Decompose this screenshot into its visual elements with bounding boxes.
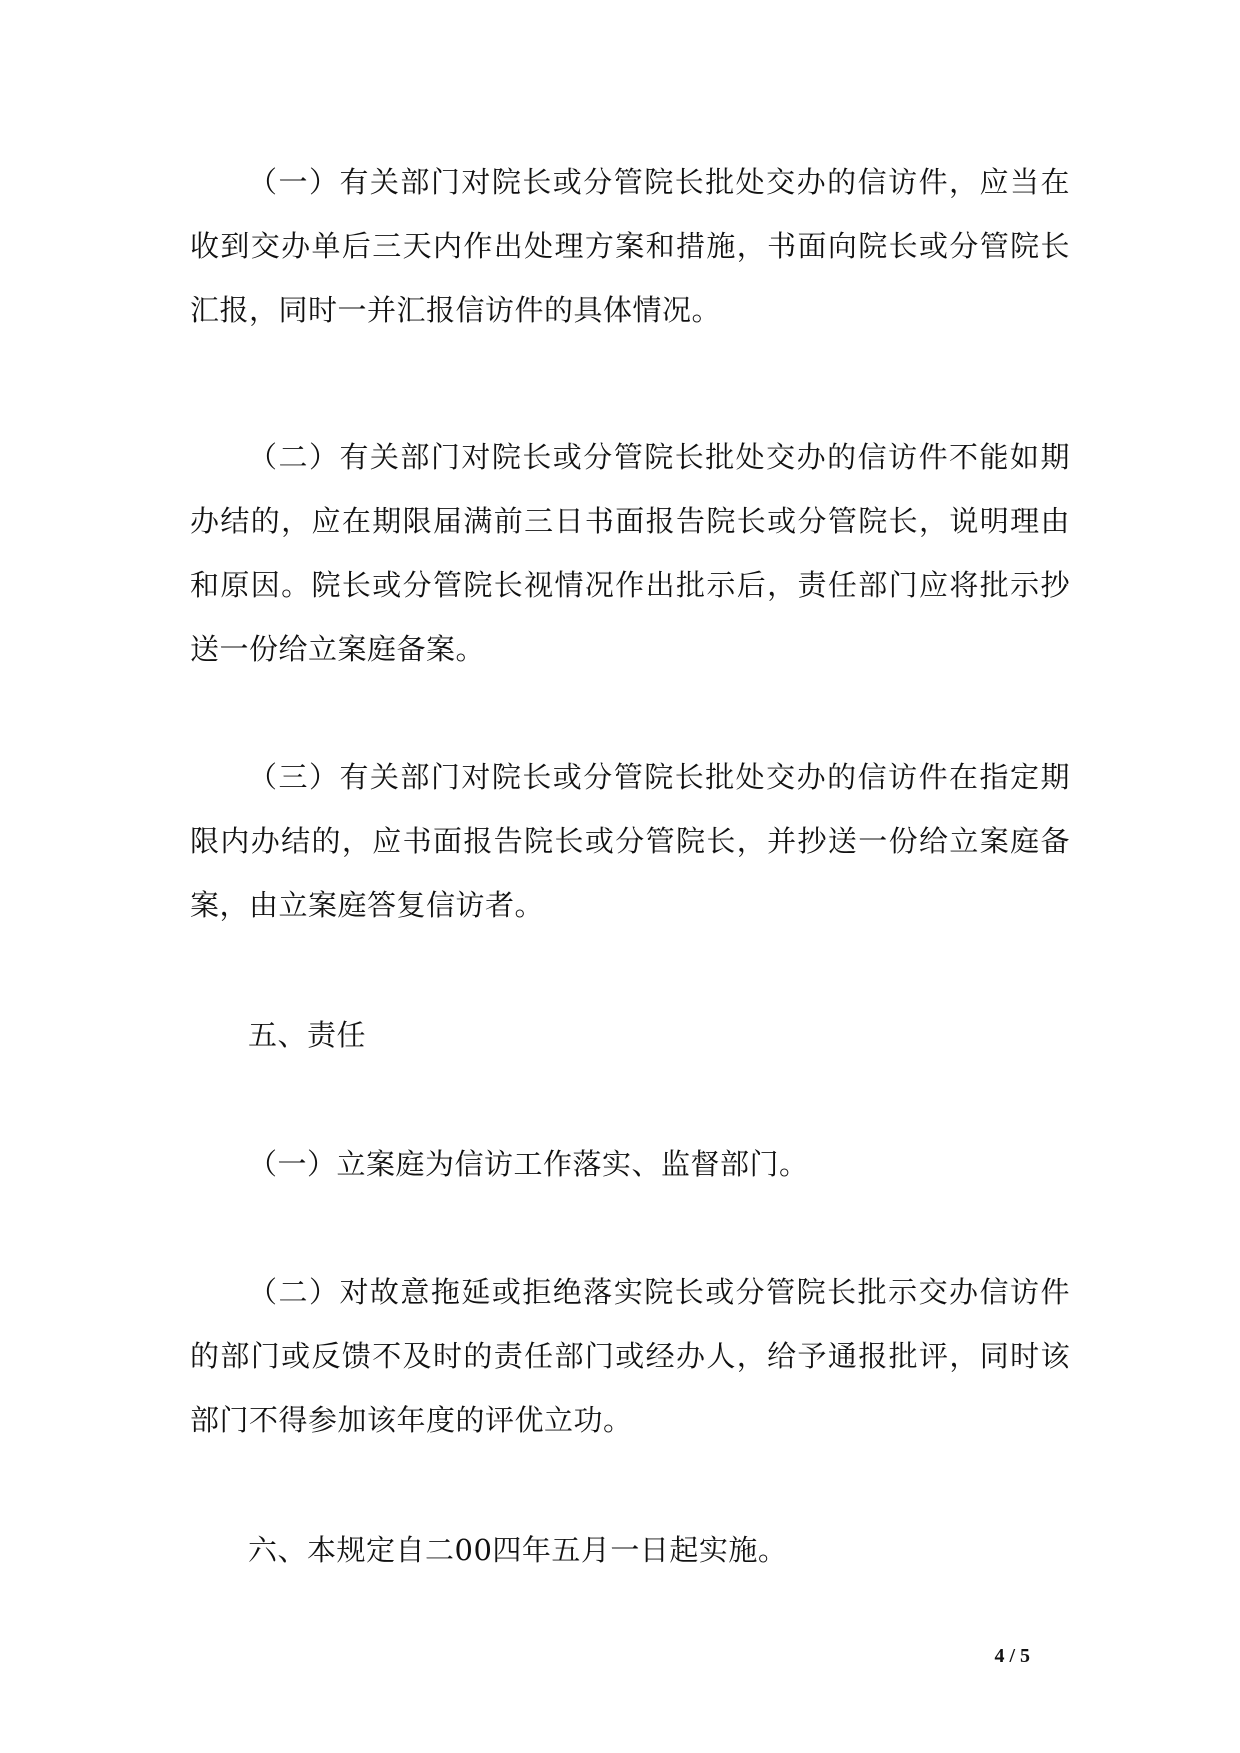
section-heading-responsibility: 五、责任: [248, 1018, 367, 1052]
section-heading-effective-date: 六、本规定自二00四年五月一日起实施。: [248, 1533, 788, 1567]
paragraph-item-1: （一）有关部门对院长或分管院长批处交办的信访件，应当在收到交办单后三天内作出处理方案和措施，书面向院长或分管院长汇报，同时一并汇报信访件的具体情况。: [190, 165, 1070, 327]
paragraph-responsibility-1: （一）立案庭为信访工作落实、监督部门。: [248, 1147, 809, 1181]
page-number: 4 / 5: [994, 1645, 1030, 1667]
paragraph-item-3: （三）有关部门对院长或分管院长批处交办的信访件在指定期限内办结的，应书面报告院长或分管院长，并抄送一份给立案庭备案，由立案庭答复信访者。: [190, 760, 1070, 922]
paragraph-responsibility-2: （二）对故意拖延或拒绝落实院长或分管院长批示交办信访件的部门或反馈不及时的责任部门或经办人，给予通报批评，同时该部门不得参加该年度的评优立功。: [190, 1275, 1070, 1437]
paragraph-item-2: （二）有关部门对院长或分管院长批处交办的信访件不能如期办结的，应在期限届满前三日书面报告院长或分管院长，说明理由和原因。院长或分管院长视情况作出批示后，责任部门应将批示抄送一份给立案庭备案。: [190, 440, 1070, 666]
